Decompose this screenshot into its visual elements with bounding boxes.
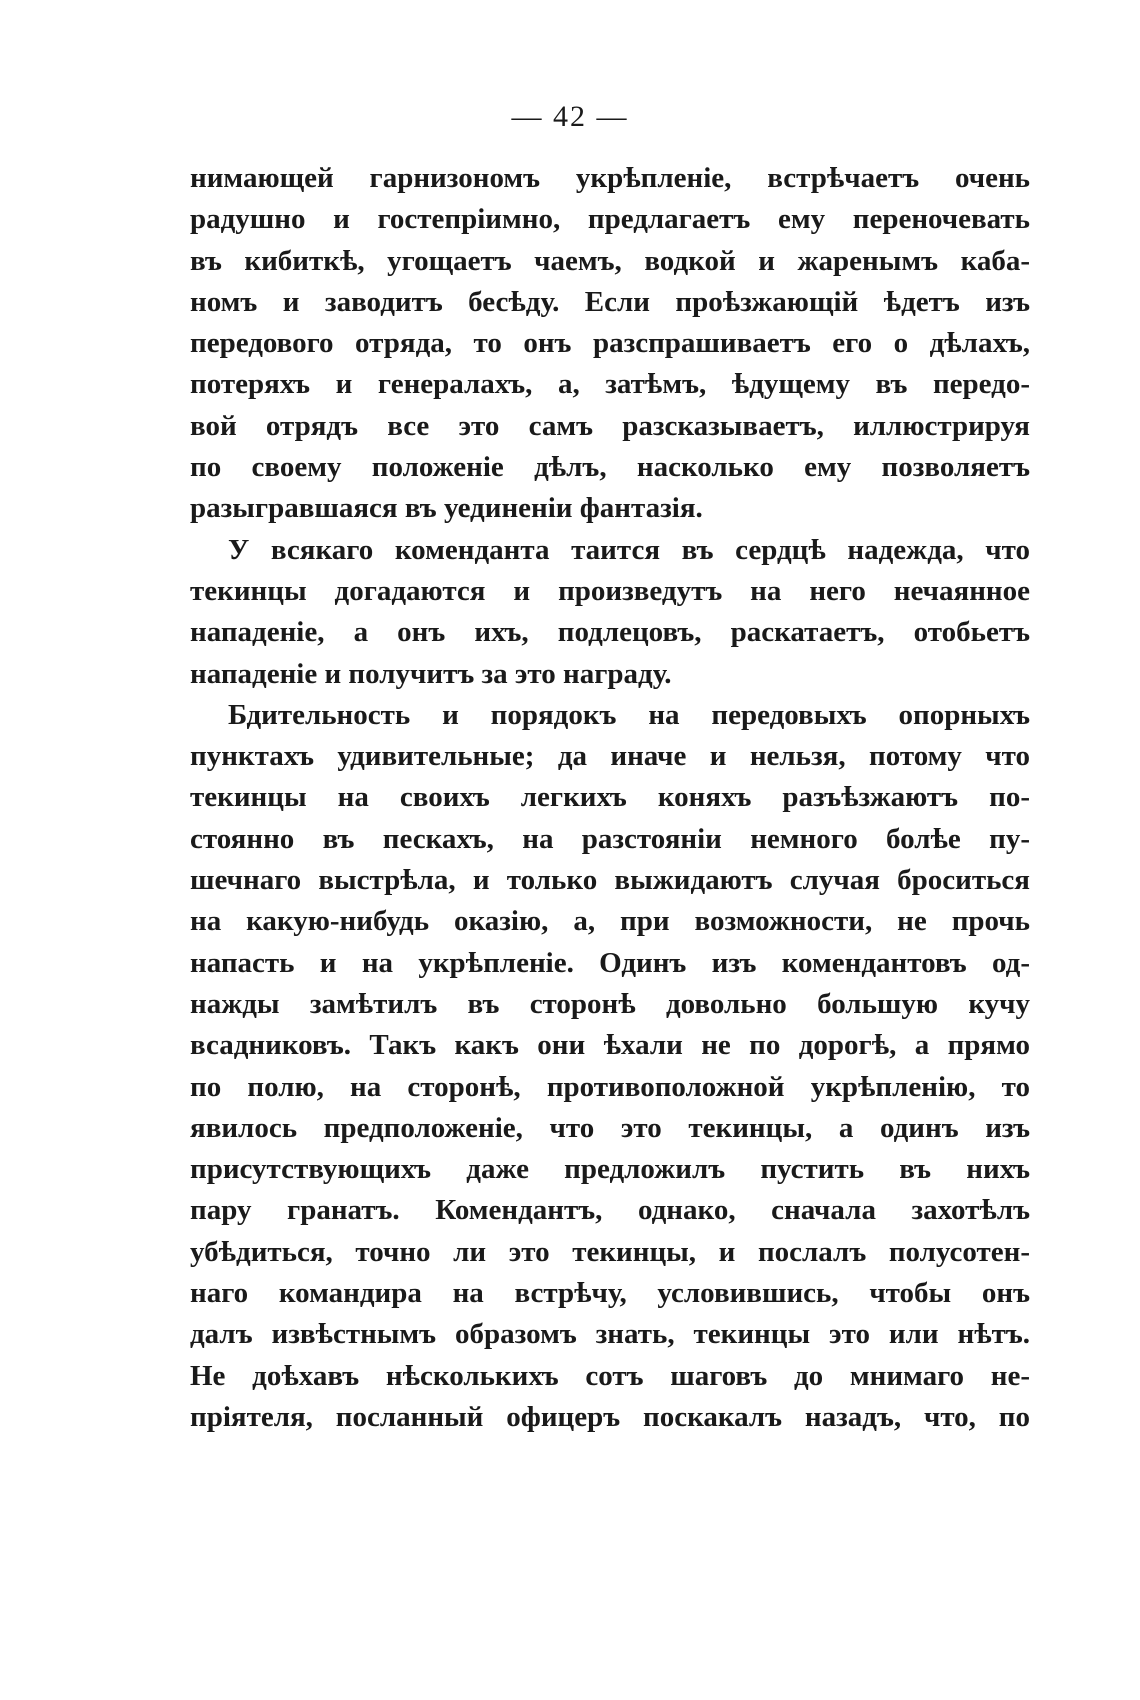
text-line: шечнаго выстрѣла, и только выжидаютъ случая броситься (190, 864, 1030, 897)
text-line: наго командира на встрѣчу, условившись, чтобы онъ (190, 1277, 1030, 1310)
paragraph-1 (190, 158, 1030, 530)
text-line: нажды замѣтилъ въ сторонѣ довольно большую кучу (190, 987, 1030, 1020)
text-line: Бдительность и порядокъ на передовыхъ опорныхъ (228, 698, 1030, 731)
text-line: нимающей гарнизономъ укрѣпленіе, встрѣчаетъ очень (190, 162, 1030, 194)
text-line: нападеніе, а онъ ихъ, подлецовъ, раскатаетъ, отобьетъ (190, 616, 1030, 649)
text-line: разыгравшаяся въ уединеніи фантазія. (190, 492, 703, 525)
text-line: по своему положеніе дѣлъ, насколько ему позволяетъ (190, 451, 1030, 484)
text-line: всадниковъ. Такъ какъ они ѣхали не по дорогѣ, а прямо (190, 1029, 1030, 1062)
text-line: далъ извѣстнымъ образомъ знать, текинцы это или нѣтъ. (190, 1318, 1030, 1351)
text-line: радушно и гостепріимно, предлагаетъ ему переночевать (190, 203, 1030, 236)
text-line: нападеніе и получитъ за это награду. (190, 657, 672, 690)
text-line: текинцы на своихъ легкихъ коняхъ разъѣзжаютъ по- (190, 781, 1030, 814)
page-number: — 42 — (511, 100, 629, 133)
text-line: передового отряда, то онъ разспрашиваетъ его о дѣлахъ, (190, 327, 1030, 360)
text-line: пару гранатъ. Комендантъ, однако, сначала захотѣлъ (190, 1194, 1030, 1227)
text-line: присутствующихъ даже предложилъ пустить въ нихъ (190, 1153, 1030, 1186)
body-text (190, 158, 1030, 1438)
paragraph-3 (190, 695, 1030, 1438)
text-line: пунктахъ удивительные; да иначе и нельзя, потому что (190, 740, 1030, 773)
text-line: потеряхъ и генералахъ, а, затѣмъ, ѣдущему въ передо- (190, 368, 1030, 401)
text-line: на какую-нибудь оказію, а, при возможности, не прочь (190, 905, 1030, 938)
text-line: номъ и заводитъ бесѣду. Если проѣзжающій ѣдетъ изъ (190, 285, 1030, 318)
text-line: явилось предположеніе, что это текинцы, а одинъ изъ (190, 1111, 1030, 1144)
text-line: У всякаго коменданта таится въ сердцѣ надежда, что (228, 533, 1030, 566)
text-line: текинцы догадаются и произведутъ на него нечаянное (190, 574, 1030, 607)
text-line: Не доѣхавъ нѣсколькихъ сотъ шаговъ до мнимаго не- (190, 1359, 1030, 1392)
text-line: убѣдиться, точно ли это текинцы, и послалъ полусотен- (190, 1235, 1030, 1268)
text-line: пріятеля, посланный офицеръ поскакалъ назадъ, что, по (190, 1400, 1030, 1433)
text-line: напасть и на укрѣпленіе. Одинъ изъ комендантовъ од- (190, 946, 1030, 979)
text-line: по полю, на сторонѣ, противоположной укрѣпленію, то (190, 1070, 1030, 1103)
text-line: въ кибиткѣ, угощаетъ чаемъ, водкой и жаренымъ каба- (190, 244, 1030, 277)
paragraph-2 (190, 530, 1030, 695)
text-line: вой отрядъ все это самъ разсказываетъ, иллюстрируя (190, 409, 1030, 442)
text-line: стоянно въ пескахъ, на разстояніи немного болѣе пу- (190, 822, 1030, 855)
